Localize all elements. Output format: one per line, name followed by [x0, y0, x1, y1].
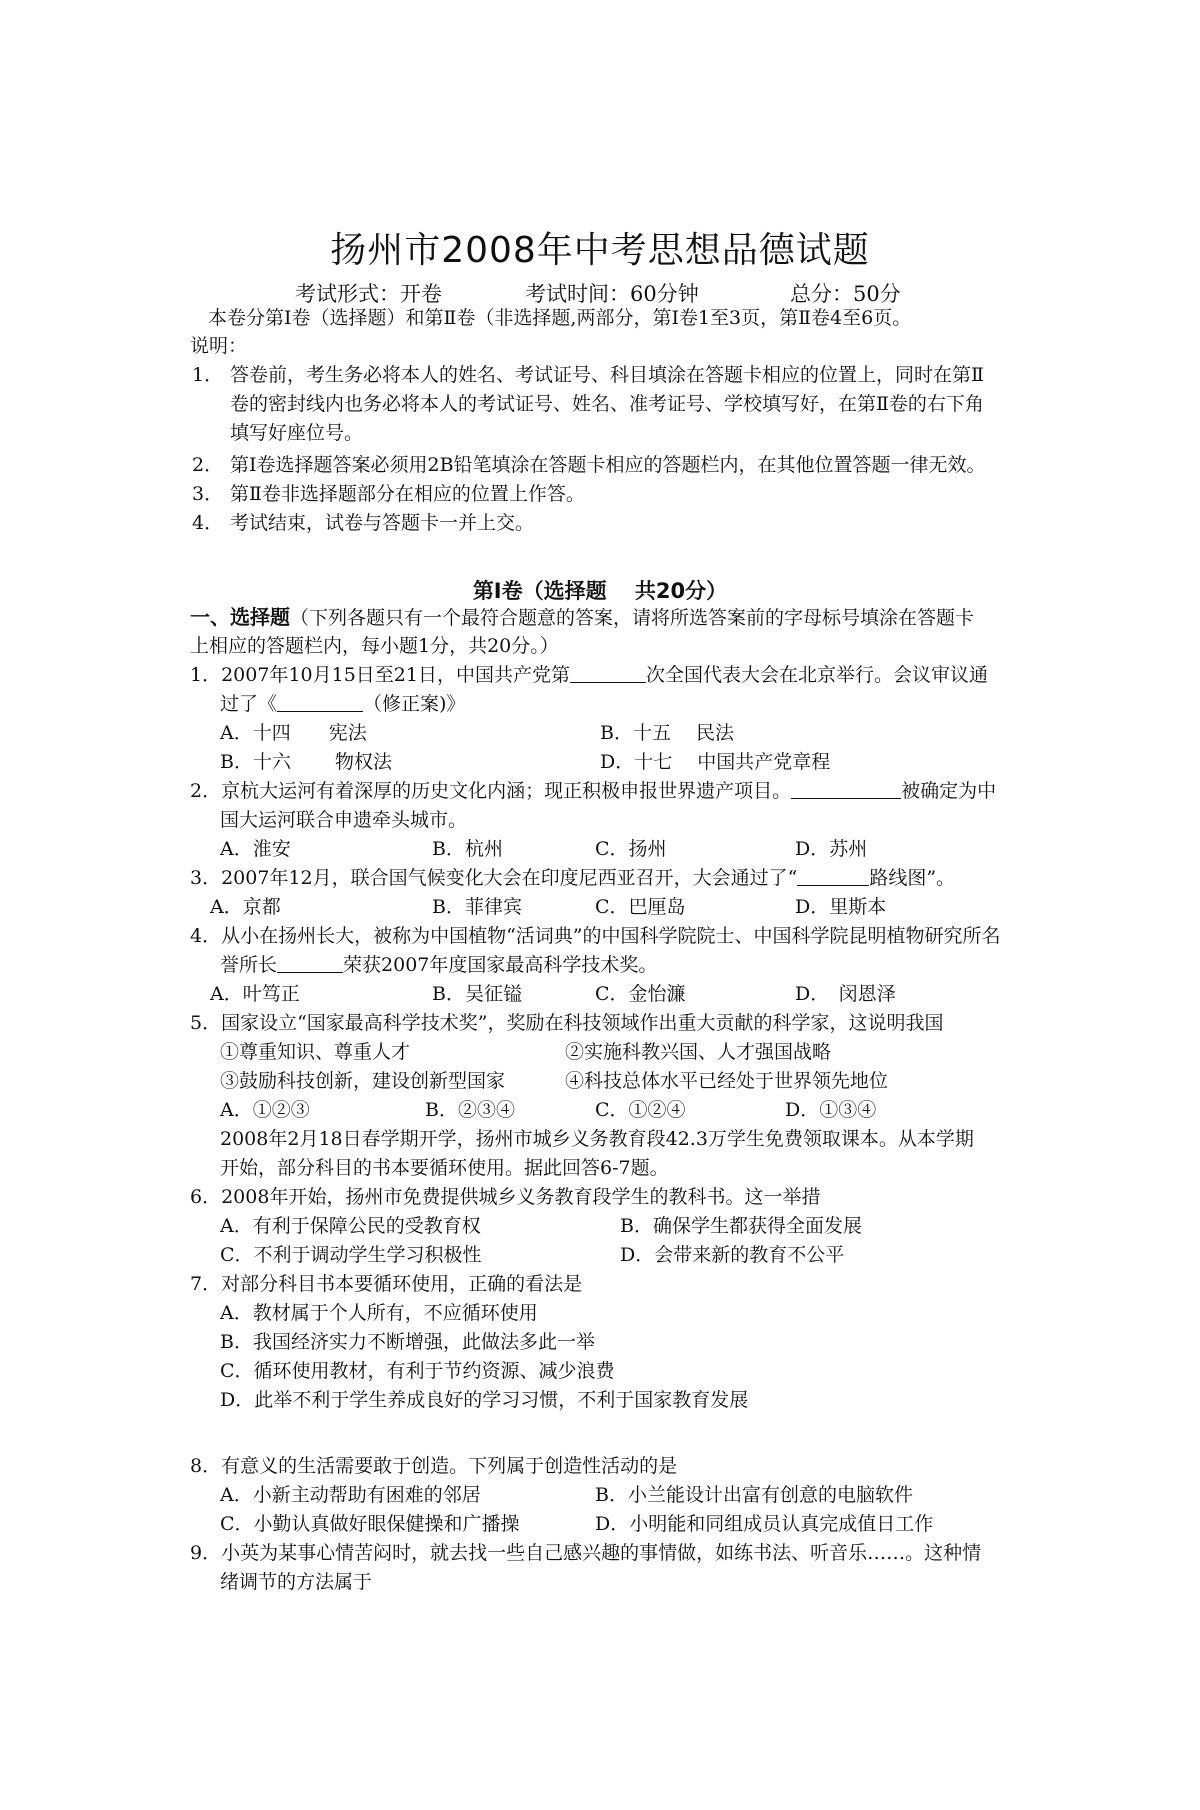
option-a: A．①②③	[220, 1099, 310, 1121]
option-c: C．①②④	[595, 1099, 686, 1121]
note-line: 填写好座位号。	[230, 422, 364, 444]
option-b: B．杭州	[432, 838, 503, 860]
question-number: 7．	[190, 1273, 222, 1295]
question-text: 2007年10月15日至21日，中国共产党第	[221, 664, 570, 686]
part-instructions: （下列各题只有一个最符合题意的答案，请将所选答案前的字母标号填涂在答题卡	[290, 607, 975, 629]
answer-blank	[277, 693, 363, 712]
question-3	[190, 865, 955, 891]
option-d: D．①③④	[785, 1099, 877, 1121]
option-a: A．有利于保障公民的受教育权	[220, 1215, 481, 1237]
question-2-cont: 国大运河联合申遗牵头城市。	[220, 809, 468, 831]
exam-form: 考试形式：开卷	[295, 282, 442, 306]
question-text: 小英为某事心情苦闷时，就去找一些自己感兴趣的事情做，如练书法、听音乐……。这种情	[221, 1542, 982, 1564]
question-text: 荣获2007年度国家最高科学技术奖。	[343, 954, 658, 976]
question-number: 8．	[190, 1455, 222, 1477]
question-4	[190, 923, 1001, 949]
part-heading-line	[190, 604, 974, 631]
question-9	[190, 1540, 981, 1566]
option-d: D．会带来新的教育不公平	[620, 1244, 845, 1266]
question-number: 4．	[190, 925, 222, 947]
note-number: 4．	[192, 512, 224, 534]
option-c: C．巴厘岛	[595, 896, 686, 918]
intro-text: 本卷分第Ⅰ卷（选择题）和第Ⅱ卷（非选择题,两部分，第Ⅰ卷1至3页，第Ⅱ卷4至6页。	[208, 307, 912, 329]
option-c: C．小勤认真做好眼保健操和广播操	[220, 1513, 520, 1535]
question-text: （修正案)》	[363, 693, 466, 715]
notes-label: 说明：	[190, 335, 248, 357]
question-number: 1．	[190, 664, 222, 686]
statement-3: ③鼓励科技创新，建设创新型国家	[220, 1070, 506, 1092]
question-6	[190, 1184, 820, 1210]
question-2	[190, 778, 996, 804]
question-text: 过了《	[220, 693, 278, 715]
passage-line: 2008年2月18日春学期开学，扬州市城乡义务教育段42.3万学生免费领取课本。从本学期	[220, 1128, 974, 1150]
answer-blank	[791, 780, 901, 799]
passage-line: 开始，部分科目的书本要循环使用。据此回答6-7题。	[220, 1157, 669, 1179]
question-text: 京杭大运河有着深厚的历史文化内涵；现正积极申报世界遗产项目。	[221, 780, 792, 802]
question-number: 2．	[190, 780, 222, 802]
option-d: D．苏州	[795, 838, 868, 860]
answer-blank	[277, 954, 343, 973]
option-a: A．淮安	[220, 838, 291, 860]
note-line: 第Ⅰ卷选择题答案必须用2B铅笔填涂在答题卡相应的答题栏内，在其他位置答题一律无效。	[230, 454, 986, 476]
question-text: 2007年12月，联合国气候变化大会在印度尼西亚召开，大会通过了“	[221, 867, 798, 889]
option-b: B．小兰能设计出富有创意的电脑软件	[595, 1484, 913, 1506]
question-text: 路线图”。	[869, 867, 956, 889]
answer-blank	[570, 664, 646, 683]
question-text: 国家设立“国家最高科学技术奖”，奖励在科技领域作出重大贡献的科学家，这说明我国	[221, 1012, 944, 1034]
question-number: 9．	[190, 1542, 222, 1564]
question-text: 誉所长	[220, 954, 278, 976]
option-b: B．十五 民法	[600, 722, 735, 744]
question-text: 对部分科目书本要循环使用，正确的看法是	[221, 1273, 583, 1295]
statement-2: ②实施科教兴国、人才强国战略	[565, 1041, 832, 1063]
answer-blank	[797, 867, 869, 886]
question-number: 6．	[190, 1186, 222, 1208]
question-text: 被确定为中	[901, 780, 997, 802]
question-text: 2008年开始，扬州市免费提供城乡义务教育段学生的教科书。这一举措	[221, 1186, 821, 1208]
part-instructions-cont: 上相应的答题栏内，每小题1分，共20分。）	[190, 635, 559, 657]
note-number: 2．	[192, 454, 224, 476]
note-line: 答卷前，考生务必将本人的姓名、考试证号、科目填涂在答题卡相应的位置上，同时在第Ⅱ	[230, 364, 984, 386]
option-a: A．十四 宪法	[220, 722, 367, 744]
option-d: D．小明能和同组成员认真完成值日工作	[595, 1513, 934, 1535]
option-a: A．小新主动帮助有困难的邻居	[220, 1484, 481, 1506]
question-number: 3．	[190, 867, 222, 889]
question-4-cont	[220, 952, 657, 978]
question-7	[190, 1271, 582, 1297]
option-b: B．②③④	[425, 1099, 515, 1121]
option-c: C．不利于调动学生学习积极性	[220, 1244, 482, 1266]
question-text: 次全国代表大会在北京举行。会议审议通	[645, 664, 988, 686]
option-d: D．十七 中国共产党章程	[600, 751, 831, 773]
question-1-cont	[220, 691, 465, 717]
option-d: D． 闵恩泽	[795, 983, 896, 1005]
question-5	[190, 1010, 944, 1036]
option-c: B．十六 物权法	[220, 751, 393, 773]
exam-score: 总分：50分	[790, 282, 901, 306]
option-c: C．金怡濂	[595, 983, 686, 1005]
statement-1: ①尊重知识、尊重人才	[220, 1041, 411, 1063]
option-b: B．吴征镒	[432, 983, 522, 1005]
option-b: B．确保学生都获得全面发展	[620, 1215, 862, 1237]
part-heading: 一、选择题	[190, 605, 290, 629]
option-a: A．教材属于个人所有，不应循环使用	[220, 1302, 538, 1324]
page-title: 扬州市2008年中考思想品德试题	[330, 230, 870, 271]
note-line: 第Ⅱ卷非选择题部分在相应的位置上作答。	[230, 483, 585, 505]
statement-4: ④科技总体水平已经处于世界领先地位	[565, 1070, 889, 1092]
question-1	[190, 662, 988, 688]
option-d: D．里斯本	[795, 896, 887, 918]
option-c: C．扬州	[595, 838, 667, 860]
exam-time: 考试时间：60分钟	[525, 282, 699, 306]
question-number: 5．	[190, 1012, 222, 1034]
note-number: 1．	[192, 364, 224, 386]
note-line: 考试结束，试卷与答题卡一并上交。	[230, 512, 535, 534]
option-b: B．我国经济实力不断增强，此做法多此一举	[220, 1331, 595, 1353]
question-text: 从小在扬州长大，被称为中国植物“活词典”的中国科学院院士、中国科学院昆明植物研究所名	[221, 925, 1001, 947]
note-line: 卷的密封线内也务必将本人的考试证号、姓名、准考证号、学校填写好，在第Ⅱ卷的右下角	[230, 393, 984, 415]
question-9-cont: 绪调节的方法属于	[220, 1571, 373, 1593]
option-d: D．此举不利于学生养成良好的学习习惯，不利于国家教育发展	[220, 1389, 749, 1411]
question-8	[190, 1453, 677, 1479]
option-a: A．叶笃正	[210, 983, 300, 1005]
note-number: 3．	[192, 483, 224, 505]
option-c: C．循环使用教材，有利于节约资源、减少浪费	[220, 1360, 615, 1382]
question-text: 有意义的生活需要敢于创造。下列属于创造性活动的是	[221, 1455, 678, 1477]
option-b: B．菲律宾	[432, 896, 522, 918]
option-a: A．京都	[210, 896, 281, 918]
section-heading: 第Ⅰ卷（选择题 共20分）	[472, 579, 728, 603]
